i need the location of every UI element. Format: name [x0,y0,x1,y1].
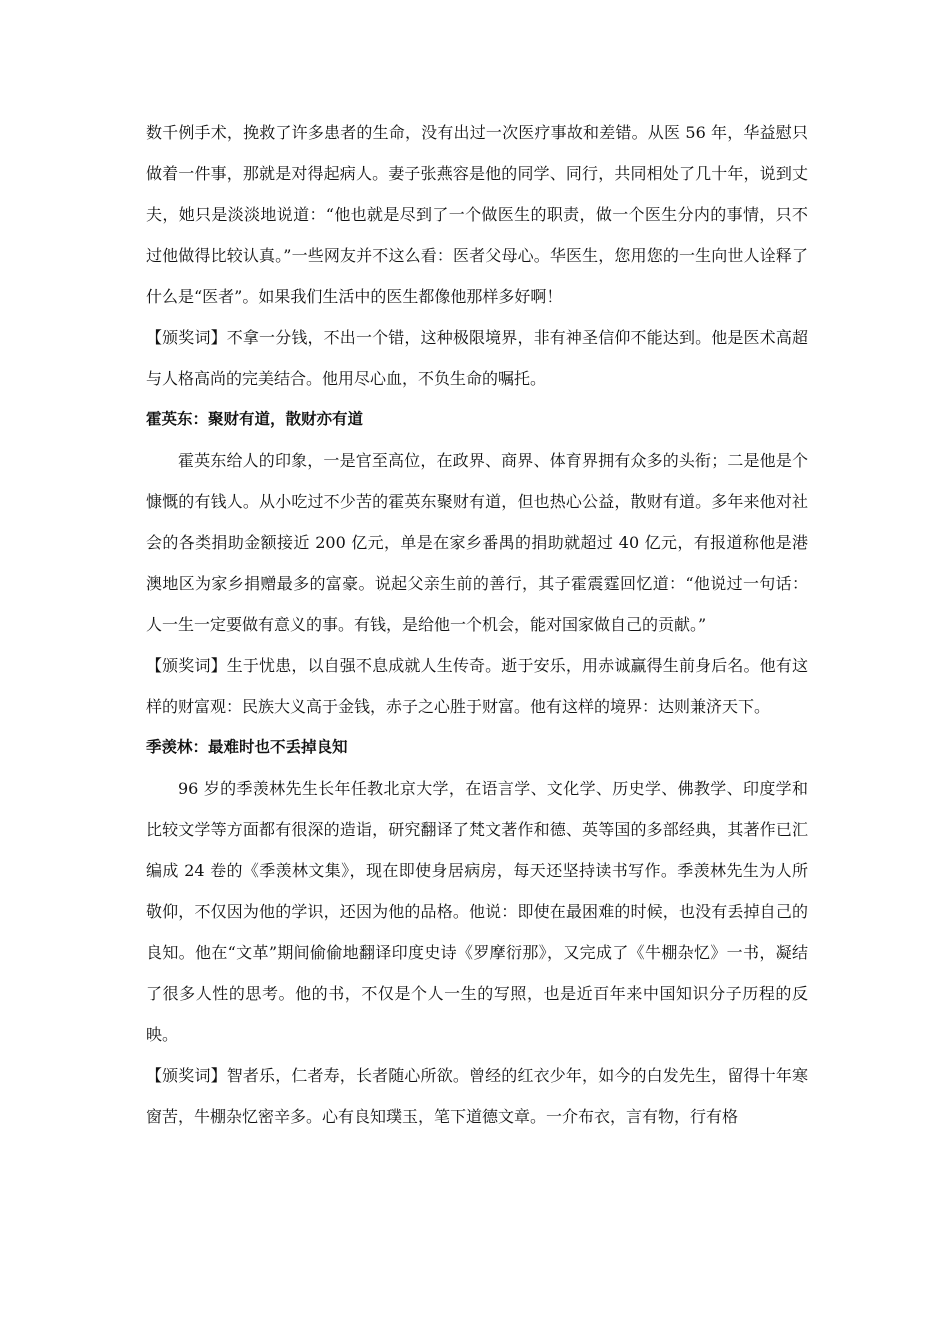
paragraph-hua-yiwei-story: 数千例手术，挽救了许多患者的生命，没有出过一次医疗事故和差错。从医 56 年，华益慰只做着一件事，那就是对得起病人。妻子张燕容是他的同学、同行，共同相处了几十年，说到丈夫，她只是淡淡地说道：“他也就是尽到了一个做医生的职责，做一个医生分内的事情，只不过他做得比较认真。”一些网友并不这么看：医者父母心。华医生，您用您的一生向世人诠释了什么是“医者”。如果我们生活中的医生都像他那样多好啊！ [146,123,808,306]
section-heading-ji-xianlin: 季羡林：最难时也不丢掉良知 [146,738,348,756]
section-heading-huo-yingdong: 霍英东：聚财有道，散财亦有道 [146,410,364,428]
paragraph-huo-yingdong-story: 霍英东给人的印象，一是官至高位，在政界、商界、体育界拥有众多的头衔；二是他是个慷慨的有钱人。从小吃过不少苦的霍英东聚财有道，但也热心公益，散财有道。多年来他对社会的各类捐助金额接近 200 亿元，单是在家乡番禺的捐助就超过 40 亿元，有报道称他是港澳地区为家乡捐赠最多的富豪。说起父亲生前的善行，其子霍震霆回忆道：“他说过一句话：人一生一定要做有意义的事。有钱，是给他一个机会，能对国家做自己的贡献。” [146,451,808,634]
paragraph-ji-xianlin-story: 96 岁的季羡林先生长年任教北京大学，在语言学、文化学、历史学、佛教学、印度学和比较文学等方面都有很深的造诣，研究翻译了梵文著作和德、英等国的多部经典，其著作已汇编成 24 卷的《季羡林文集》，现在即使身居病房，每天还坚持读书写作。季羡林先生为人所敬仰，不仅因为他的学识，还因为他的品格。他说：即使在最困难的时候，也没有丢掉自己的良知。他在“文革”期间偷偷地翻译印度史诗《罗摩衍那》，又完成了《牛棚杂忆》一书，凝结了很多人性的思考。他的书，不仅是个人一生的写照，也是近百年来中国知识分子历程的反映。 [146,779,808,1044]
award-speech-huo-yingdong: 【颁奖词】生于忧患，以自强不息成就人生传奇。逝于安乐，用赤诚赢得生前身后名。他有这样的财富观：民族大义高于金钱，赤子之心胜于财富。他有这样的境界：达则兼济天下。 [146,656,808,716]
award-speech-hua-yiwei: 【颁奖词】不拿一分钱，不出一个错，这种极限境界，非有神圣信仰不能达到。他是医术高超与人格高尚的完美结合。他用尽心血，不负生命的嘱托。 [146,328,808,388]
award-speech-ji-xianlin: 【颁奖词】智者乐，仁者寿，长者随心所欲。曾经的红衣少年，如今的白发先生，留得十年寒窗苦，牛棚杂忆密辛多。心有良知璞玉，笔下道德文章。一介布衣，言有物，行有格 [146,1066,808,1126]
document-page [146,112,808,1137]
